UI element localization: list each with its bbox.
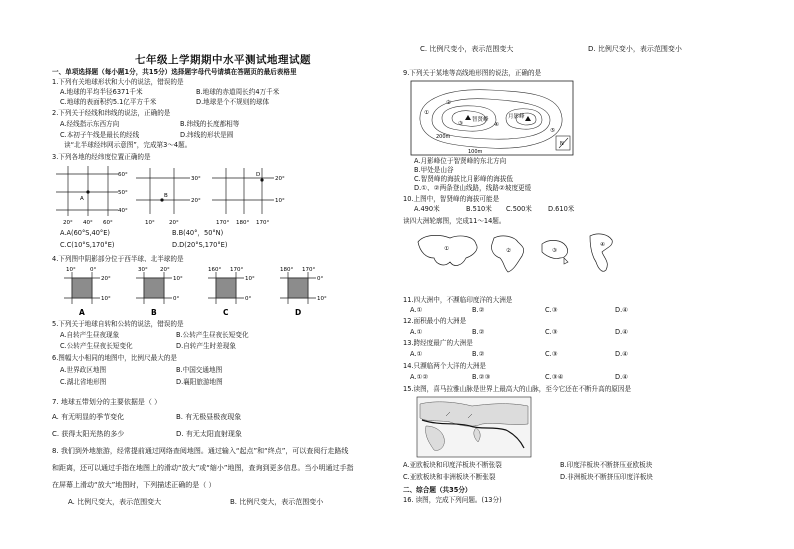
q9-contour-map bbox=[410, 80, 574, 156]
q3-latlon-grids bbox=[52, 164, 292, 228]
q11-option-a: A.① bbox=[410, 306, 423, 314]
q8-option-b: B. 比例尺变大，表示范围变小 bbox=[230, 498, 324, 506]
q4-d-top-right: 170° bbox=[302, 267, 316, 273]
q5-option-b: B.公转产生昼夜长短变化 bbox=[176, 331, 249, 339]
q8-line-1: 8. 我们到外地旅游，经常提前通过网络查阅地图。通过输入“起点”和“终点”，可以查阅行走路线 bbox=[52, 447, 349, 455]
q3-grid1-lon-3: 60° bbox=[103, 220, 113, 226]
q10-note: 读四大洲轮廓图，完成11～14题。 bbox=[403, 217, 506, 225]
q3-grid2-lon-2: 20° bbox=[169, 220, 179, 226]
q2-note: 读“北半球经纬网示意图”，完成第3～4题。 bbox=[64, 141, 192, 149]
q13-option-b: B.② bbox=[472, 350, 485, 358]
q9-contour-label-200: 200m bbox=[436, 134, 451, 140]
q9-mark-3: ③ bbox=[458, 121, 463, 127]
q7-option-d: D. 有无太阳直射现象 bbox=[176, 430, 242, 438]
q4-d-right-bottom: 10° bbox=[317, 296, 327, 302]
continent-3-label: ③ bbox=[552, 248, 557, 254]
q4-a-top-right: 0° bbox=[90, 267, 97, 273]
q13-stem: 13.跨经度最广的大洲是 bbox=[403, 339, 473, 347]
q4-b-top-right: 20° bbox=[160, 267, 170, 273]
q7-option-c: C. 获得太阳光热的多少 bbox=[52, 430, 125, 438]
q13-option-d: D.④ bbox=[615, 350, 629, 358]
q15-option-d: D.非洲板块不断挤压印度洋板块 bbox=[560, 473, 653, 481]
q4-c-top-left: 160° bbox=[208, 267, 222, 273]
page-title: 七年级上学期期中水平测试地理试题 bbox=[135, 54, 311, 66]
q3-grid3-lat-2: 10° bbox=[275, 198, 285, 204]
q3-option-b: B.B(40°，50°N) bbox=[172, 229, 224, 237]
continent-1-label: ① bbox=[444, 246, 449, 252]
right-column bbox=[400, 0, 794, 549]
q4-c-label: C bbox=[223, 308, 229, 316]
q3-option-d: D.D(20°S,170°E) bbox=[172, 241, 228, 249]
q9-peak2-label: 月影峰 bbox=[508, 114, 525, 120]
q16-stem: 16. 读图，完成下列问题。(13分) bbox=[403, 496, 502, 504]
q3-point-b-label: B bbox=[164, 193, 168, 199]
q6-stem: 6.图幅大小相同的地图中，比例尺最大的是 bbox=[52, 354, 177, 362]
q12-option-a: A.① bbox=[410, 328, 423, 336]
q10-option-b: B.510米 bbox=[466, 205, 492, 213]
q3-grid3-lon-1: 170° bbox=[216, 220, 230, 226]
q6-option-b: B.中国交通地图 bbox=[176, 366, 223, 374]
q12-option-d: D.④ bbox=[615, 328, 629, 336]
q5-stem: 5.下列关于地球自转和公转的说法，错误的是 bbox=[52, 320, 184, 328]
q4-a-top-left: 10° bbox=[66, 267, 76, 273]
section2-header: 二、综合题（共35分） bbox=[403, 486, 472, 494]
q13-option-a: A.① bbox=[410, 350, 423, 358]
q3-point-d bbox=[260, 178, 263, 181]
q4-b-top-left: 30° bbox=[138, 267, 148, 273]
q14-stem: 14.只濒临两个大洋的大洲是 bbox=[403, 362, 487, 370]
q14-option-d: D.④ bbox=[615, 373, 629, 381]
q12-stem: 12.面积最小的大洲是 bbox=[403, 317, 467, 325]
q2-stem: 2.下列关于经线和纬线的说法，正确的是 bbox=[52, 109, 171, 117]
q9-option-d: D.①、②两条登山线路，线路②坡度更缓 bbox=[414, 184, 532, 192]
q9-option-c: C.智贤峰的海拔比月影峰的海拔低 bbox=[414, 175, 514, 183]
q3-grid1-lon-1: 20° bbox=[63, 220, 73, 226]
q15-plate-map bbox=[416, 396, 532, 458]
q9-peak1-label: 智贤峰 bbox=[472, 117, 489, 123]
continent-4-outline bbox=[590, 234, 612, 271]
q3-point-d-label: D bbox=[256, 172, 261, 178]
q8-option-a: A. 比例尺变大，表示范围变大 bbox=[68, 498, 162, 506]
q9-map-frame bbox=[411, 81, 573, 155]
q10-stem: 10.上图中，智贤峰的海拔可能是 bbox=[403, 195, 500, 203]
section1-header: 一、单项选择题（每小题1分，共15分）选择题字母代号请填在答题页的最后表格里 bbox=[52, 68, 297, 76]
q9-option-a: A.月影峰位于智贤峰的东北方向 bbox=[414, 157, 507, 165]
q4-b-right-top: 10° bbox=[173, 276, 183, 282]
q6-option-a: A.世界政区地图 bbox=[60, 366, 107, 374]
q14-option-c: C.③④ bbox=[545, 373, 564, 381]
q4-figure-d bbox=[280, 267, 327, 316]
q9-option-b: B.甲处是山谷 bbox=[414, 166, 454, 174]
q4-stem: 4.下列图中阴影部分位于西半球、北半球的是 bbox=[52, 255, 184, 263]
q5-option-d: D.自转产生时差现象 bbox=[176, 342, 236, 350]
q3-grid2-lat-1: 30° bbox=[191, 176, 201, 182]
q1-option-a: A.地球的平均半径6371千米 bbox=[60, 88, 143, 96]
q3-stem: 3.下列各地的经纬度位置正确的是 bbox=[52, 153, 151, 161]
q15-option-a: A.亚欧板块和印度洋板块不断张裂 bbox=[403, 461, 502, 469]
q15-option-b: B.印度洋板块不断挤压亚欧板块 bbox=[560, 461, 653, 469]
q9-mark-4: ④ bbox=[494, 122, 499, 128]
q14-option-b: B.②③ bbox=[472, 373, 491, 381]
q5-option-a: A.自转产生昼夜现象 bbox=[60, 331, 120, 339]
q3-point-a bbox=[86, 190, 89, 193]
q10-option-c: C.500米 bbox=[506, 205, 532, 213]
q4-d-top-left: 180° bbox=[280, 267, 294, 273]
q9-mark-2: ② bbox=[446, 100, 451, 106]
continent-4-label: ④ bbox=[600, 242, 605, 248]
q9-north-label: N bbox=[560, 141, 564, 147]
q2-option-d: D.纬线的形状是圆 bbox=[180, 131, 234, 139]
q4-hemisphere-figures bbox=[60, 266, 332, 316]
q3-point-a-label: A bbox=[80, 196, 84, 202]
q11-option-c: C.③ bbox=[545, 306, 558, 314]
continent-2-label: ② bbox=[506, 248, 511, 254]
q6-option-d: D.襄阳旅游地图 bbox=[176, 378, 223, 386]
q10-option-a: A.490米 bbox=[414, 205, 440, 213]
q1-stem: 1.下列有关地球形状和大小的说法，错误的是 bbox=[52, 78, 184, 86]
q3-option-c: C.C(10°S,170°E) bbox=[60, 241, 115, 249]
q4-c-top-right: 170° bbox=[230, 267, 244, 273]
q4-b-label: B bbox=[151, 308, 157, 316]
q5-option-c: C.公转产生昼夜长短变化 bbox=[60, 342, 133, 350]
q7-option-b: B. 有无极昼极夜现象 bbox=[176, 413, 242, 421]
q4-figure-c bbox=[208, 267, 255, 316]
q3-grid-2 bbox=[136, 168, 190, 214]
q4-d-right-top: 0° bbox=[317, 276, 324, 282]
q2-option-c: C.本初子午线是最长的经线 bbox=[60, 131, 140, 139]
q8-line-3: 在屏幕上滑动“放大”地图时，下列描述正确的是（ ） bbox=[52, 481, 216, 489]
q1-option-c: C.地球的表面积约5.1亿平方千米 bbox=[60, 98, 157, 106]
q4-d-label: D bbox=[295, 308, 302, 316]
q7-option-a: A. 有无明显的季节变化 bbox=[52, 413, 125, 421]
q15-stem: 15.读图，喜马拉雅山脉是世界上最高大的山脉，至今它还在不断升高的原因是 bbox=[403, 385, 632, 393]
q14-option-a: A.①② bbox=[410, 373, 429, 381]
q7-stem: 7. 地球五带划分的主要依据是（ ） bbox=[52, 398, 162, 406]
q13-option-c: C.③ bbox=[545, 350, 558, 358]
q1-option-b: B.地球的赤道周长约4万千米 bbox=[196, 88, 280, 96]
q3-grid3-lon-3: 170° bbox=[256, 220, 270, 226]
q3-grid1-lat-3: 40° bbox=[118, 208, 128, 214]
q11-option-b: B.② bbox=[472, 306, 485, 314]
q4-a-right-bottom: 10° bbox=[101, 296, 111, 302]
continent-3-island bbox=[564, 258, 568, 264]
q6-option-c: C.湖北省地形图 bbox=[60, 378, 107, 386]
q10-option-d: D.610米 bbox=[548, 205, 575, 213]
q4-a-right-top: 20° bbox=[101, 276, 111, 282]
q12-option-c: C.③ bbox=[545, 328, 558, 336]
q3-grid2-lat-2: 20° bbox=[191, 198, 201, 204]
q4-figure-b bbox=[136, 267, 183, 316]
q3-option-a: A.A(60°S,40°E) bbox=[60, 229, 110, 237]
q11-stem: 11.四大洲中，不濒临印度洋的大洲是 bbox=[403, 296, 513, 304]
q2-option-a: A.经线指示东西方向 bbox=[60, 120, 120, 128]
q4-a-label: A bbox=[79, 308, 85, 316]
q4-c-right-top: 10° bbox=[245, 276, 255, 282]
q3-grid1-lat-1: 60° bbox=[118, 172, 128, 178]
q1-option-d: D.地球是个不规则的球体 bbox=[196, 98, 270, 106]
q9-mark-1: ① bbox=[424, 110, 429, 116]
q3-grid3-lat-1: 20° bbox=[275, 176, 285, 182]
q15-option-c: C.亚欧板块和非洲板块不断张裂 bbox=[403, 473, 496, 481]
q3-grid3-lon-2: 180° bbox=[236, 220, 250, 226]
q4-figure-a bbox=[64, 267, 111, 316]
q8-option-c: C. 比例尺变小，表示范围变大 bbox=[420, 45, 514, 53]
q8-line-2: 和距离，还可以通过手指在地图上的滑动“放大”或“缩小”地图，查询到更多信息。当小明通过手指 bbox=[52, 464, 354, 472]
q4-b-right-bottom: 0° bbox=[173, 296, 180, 302]
q9-stem: 9.下列关于某地等高线地形图的说法，正确的是 bbox=[403, 69, 542, 77]
q3-grid2-lon-1: 10° bbox=[145, 220, 155, 226]
q8-option-d: D. 比例尺变小，表示范围变小 bbox=[588, 45, 682, 53]
q3-grid-3 bbox=[212, 168, 274, 214]
q3-grid1-lon-2: 40° bbox=[83, 220, 93, 226]
q4-c-right-bottom: 0° bbox=[245, 296, 252, 302]
q9-mark-5: ⑤ bbox=[550, 128, 555, 134]
q2-option-b: B.纬线的长度都相等 bbox=[180, 120, 240, 128]
continents-figure bbox=[414, 228, 664, 278]
q12-option-b: B.② bbox=[472, 328, 485, 336]
q9-contour-label-100: 100m bbox=[468, 149, 483, 155]
q3-grid1-lat-2: 50° bbox=[118, 190, 128, 196]
q11-option-d: D.④ bbox=[615, 306, 629, 314]
